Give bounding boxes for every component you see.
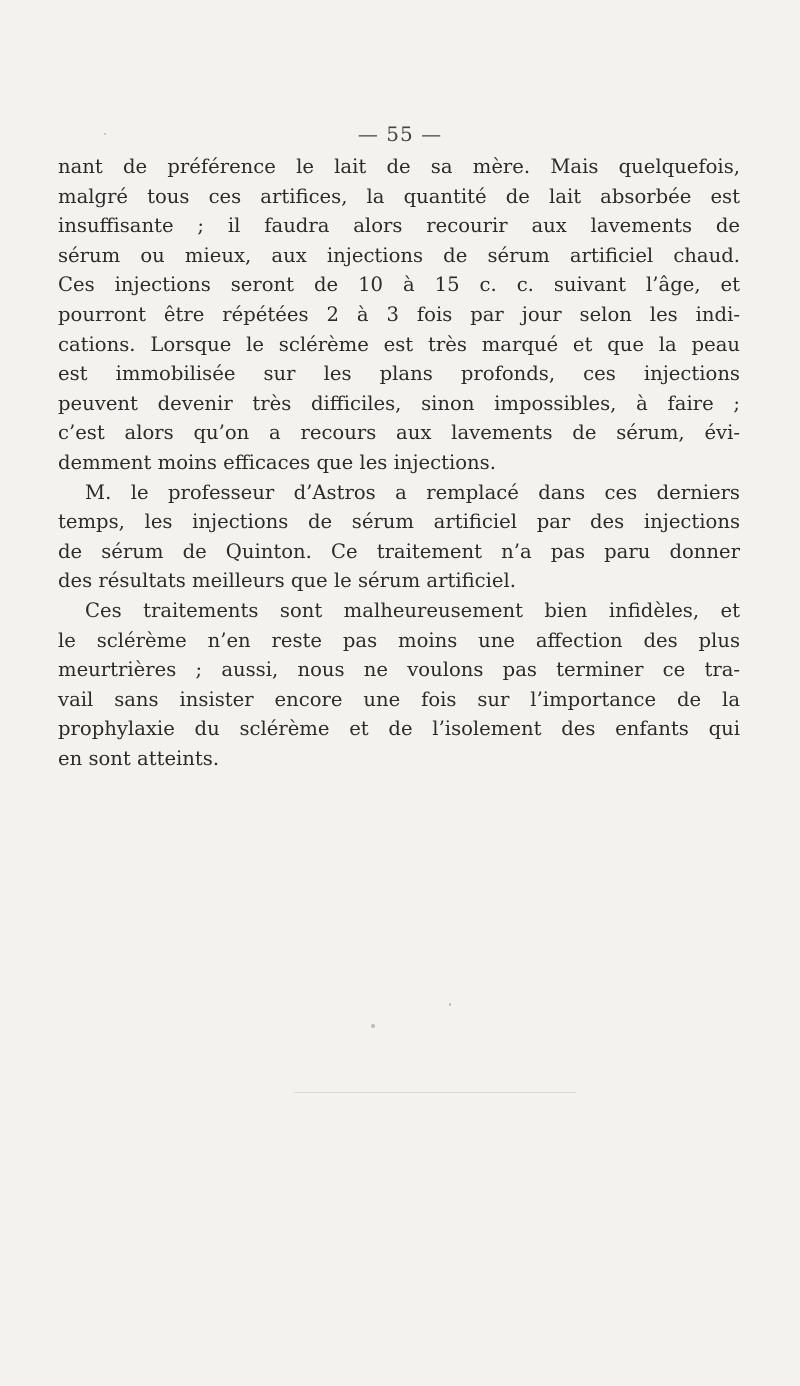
text-line: M. le professeur d’Astros a remplacé dans ces derniers (85, 480, 740, 504)
text-line: peuvent devenir très difficiles, sinon impossibles, à faire ; (58, 391, 740, 415)
text-line: est immobilisée sur les plans profonds, ces injections (58, 362, 740, 386)
text-line: des résultats meilleurs que le sérum artificiel. (58, 569, 516, 593)
text-line: meurtrières ; aussi, nous ne voulons pas terminer ce tra- (58, 658, 740, 682)
text-line: vail sans insister encore une fois sur l’importance de la (58, 687, 740, 711)
paper-crease (294, 1092, 576, 1093)
text-line: malgré tous ces artifices, la quantité de lait absorbée est (58, 184, 740, 208)
text-line: prophylaxie du sclérème et de l’isolement des enfants qui (58, 717, 740, 741)
text-line: cations. Lorsque le sclérème est très marqué et que la peau (58, 332, 740, 356)
paper-speck (371, 1024, 375, 1028)
text-line: nant de préférence le lait de sa mère. Mais quelquefois, (58, 155, 740, 178)
text-line: Ces traitements sont malheureusement bien infidèles, et (85, 598, 740, 622)
text-line: le sclérème n’en reste pas moins une affection des plus (58, 628, 740, 652)
text-line: de sérum de Quinton. Ce traitement n’a pas paru donner (58, 539, 740, 563)
text-line: insuffisante ; il faudra alors recourir aux lavements de (58, 214, 740, 238)
text-line: demment moins efficaces que les injections. (58, 450, 496, 474)
paper-speck (449, 1003, 451, 1006)
text-line: pourront être répétées 2 à 3 fois par jour selon les indi- (58, 302, 740, 326)
text-line: Ces injections seront de 10 à 15 c. c. suivant l’âge, et (58, 273, 740, 297)
paper-speck (104, 133, 106, 135)
page-number: — 55 — (357, 122, 443, 146)
text-line: c’est alors qu’on a recours aux lavements de sérum, évi- (58, 421, 740, 445)
body-text (58, 152, 740, 773)
text-line: sérum ou mieux, aux injections de sérum artificiel chaud. (58, 243, 740, 267)
text-line: en sont atteints. (58, 746, 220, 770)
text-line: temps, les injections de sérum artificiel par des injections (58, 510, 740, 534)
